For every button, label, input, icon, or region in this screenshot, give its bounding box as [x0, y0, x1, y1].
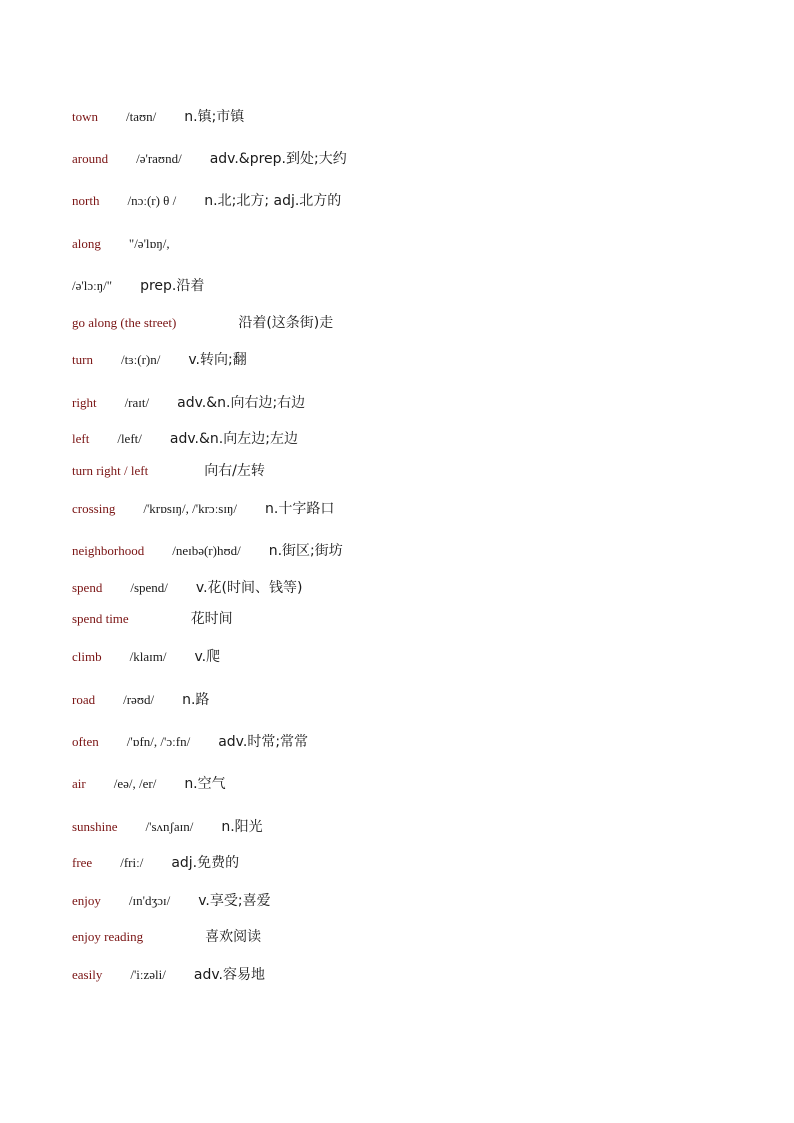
vocab-phonetic: /ɪn'dʒɔɪ/ [128, 893, 171, 908]
vocab-word: easily [72, 967, 103, 982]
vocab-meaning: adv.容易地 [193, 967, 266, 983]
vocab-word: crossing [72, 501, 116, 516]
vocab-meaning: n.路 [182, 692, 210, 708]
vocab-meaning: n.空气 [184, 776, 226, 792]
vocab-word: around [72, 151, 109, 166]
vocab-phonetic: /rəʊd/ [123, 692, 155, 707]
vocab-phonetic: /neɪbə(r)hʊd/ [172, 543, 241, 558]
vocab-word: often [72, 734, 99, 749]
vocab-phonetic: /spend/ [130, 580, 168, 595]
vocab-entry-turn [72, 350, 247, 370]
vocab-meaning: adv.&n.向右边;右边 [177, 395, 306, 411]
vocab-entry-go-along [72, 313, 333, 333]
vocab-entry-enjoy [72, 891, 271, 911]
vocab-phonetic: /'iːzəli/ [130, 967, 166, 982]
vocab-entry-along-continued [72, 276, 204, 296]
vocab-entry-around [72, 149, 347, 169]
vocab-word: go along (the street) [72, 315, 177, 330]
vocab-entry-often [72, 732, 308, 752]
vocab-word: spend time [72, 611, 129, 626]
vocab-phonetic: /eə/, /er/ [113, 776, 157, 791]
vocab-meaning: adv.时常;常常 [218, 734, 309, 750]
vocab-entry-town [72, 107, 244, 127]
vocab-entry-crossing [72, 499, 334, 519]
vocab-meaning: n.阳光 [221, 819, 263, 835]
vocab-meaning: n.北;北方; adj.北方的 [204, 193, 342, 209]
vocab-meaning: n.十字路口 [265, 501, 335, 517]
vocab-entry-spend [72, 578, 302, 598]
vocab-meaning: n.镇;市镇 [184, 109, 245, 125]
vocab-word: left [72, 431, 90, 446]
vocab-entry-north [72, 191, 341, 211]
vocab-phonetic: "/ə'lɒŋ/, [128, 236, 170, 251]
vocab-word: climb [72, 649, 102, 664]
vocab-phonetic: /ə'raʊnd/ [136, 151, 182, 166]
vocab-entry-along [72, 234, 170, 254]
vocab-word: along [72, 236, 101, 251]
vocab-phonetic: /friː/ [120, 855, 144, 870]
vocab-meaning: n.街区;街坊 [268, 543, 343, 559]
vocab-phonetic: /klaɪm/ [129, 649, 167, 664]
vocab-meaning: v.转向;翻 [188, 352, 247, 368]
vocab-entry-air [72, 774, 226, 794]
vocab-meaning: adv.&n.向左边;左边 [169, 431, 298, 447]
vocab-meaning: 喜欢阅读 [205, 929, 262, 945]
vocab-word: road [72, 692, 96, 707]
vocab-word: sunshine [72, 819, 118, 834]
vocab-word: right [72, 395, 97, 410]
vocab-entry-right [72, 393, 305, 413]
vocab-meaning: 向右/左转 [204, 463, 265, 479]
vocab-word: enjoy [72, 893, 101, 908]
vocab-phonetic: /raɪt/ [124, 395, 150, 410]
vocab-entry-climb [72, 647, 220, 667]
vocab-word: enjoy reading [72, 929, 144, 944]
vocab-meaning: v.爬 [194, 649, 221, 665]
vocab-entry-easily [72, 965, 265, 985]
vocab-entry-enjoy-reading [72, 927, 261, 947]
vocab-phonetic: /ə'lɔːŋ/" [72, 278, 113, 293]
vocab-phonetic: /'ɒfn/, /'ɔːfn/ [126, 734, 191, 749]
vocab-word: free [72, 855, 93, 870]
vocab-entry-free [72, 853, 239, 873]
vocab-phonetic: /'krɒsɪŋ/, /'krɔːsɪŋ/ [143, 501, 238, 516]
vocab-word: north [72, 193, 100, 208]
vocab-entry-road [72, 690, 209, 710]
vocab-phonetic: /tɜː(r)n/ [120, 352, 161, 367]
vocab-entry-sunshine [72, 817, 263, 837]
vocab-entry-left [72, 429, 298, 449]
vocab-meaning: 花时间 [190, 611, 233, 627]
vocab-meaning: v.享受;喜爱 [198, 893, 271, 909]
vocab-entry-neighborhood [72, 541, 343, 561]
vocab-meaning: adj.免费的 [171, 855, 240, 871]
vocab-phonetic: /nɔː(r) θ / [127, 193, 177, 208]
vocab-meaning: 沿着(这条街)走 [238, 315, 334, 331]
vocab-word: spend [72, 580, 103, 595]
vocab-word: neighborhood [72, 543, 145, 558]
vocab-phonetic: /taʊn/ [126, 109, 157, 124]
vocab-meaning: v.花(时间、钱等) [195, 580, 303, 596]
vocab-phonetic: /'sʌnʃaɪn/ [145, 819, 194, 834]
vocab-entry-turn-right-left [72, 461, 265, 481]
vocab-phonetic: /left/ [117, 431, 142, 446]
vocab-entry-spend-time [72, 609, 233, 629]
vocab-meaning: adv.&prep.到处;大约 [209, 151, 347, 167]
vocab-word: town [72, 109, 98, 124]
vocab-meaning: prep.沿着 [140, 278, 205, 294]
vocab-word: air [72, 776, 86, 791]
vocab-word: turn [72, 352, 93, 367]
vocab-word: turn right / left [72, 463, 149, 478]
